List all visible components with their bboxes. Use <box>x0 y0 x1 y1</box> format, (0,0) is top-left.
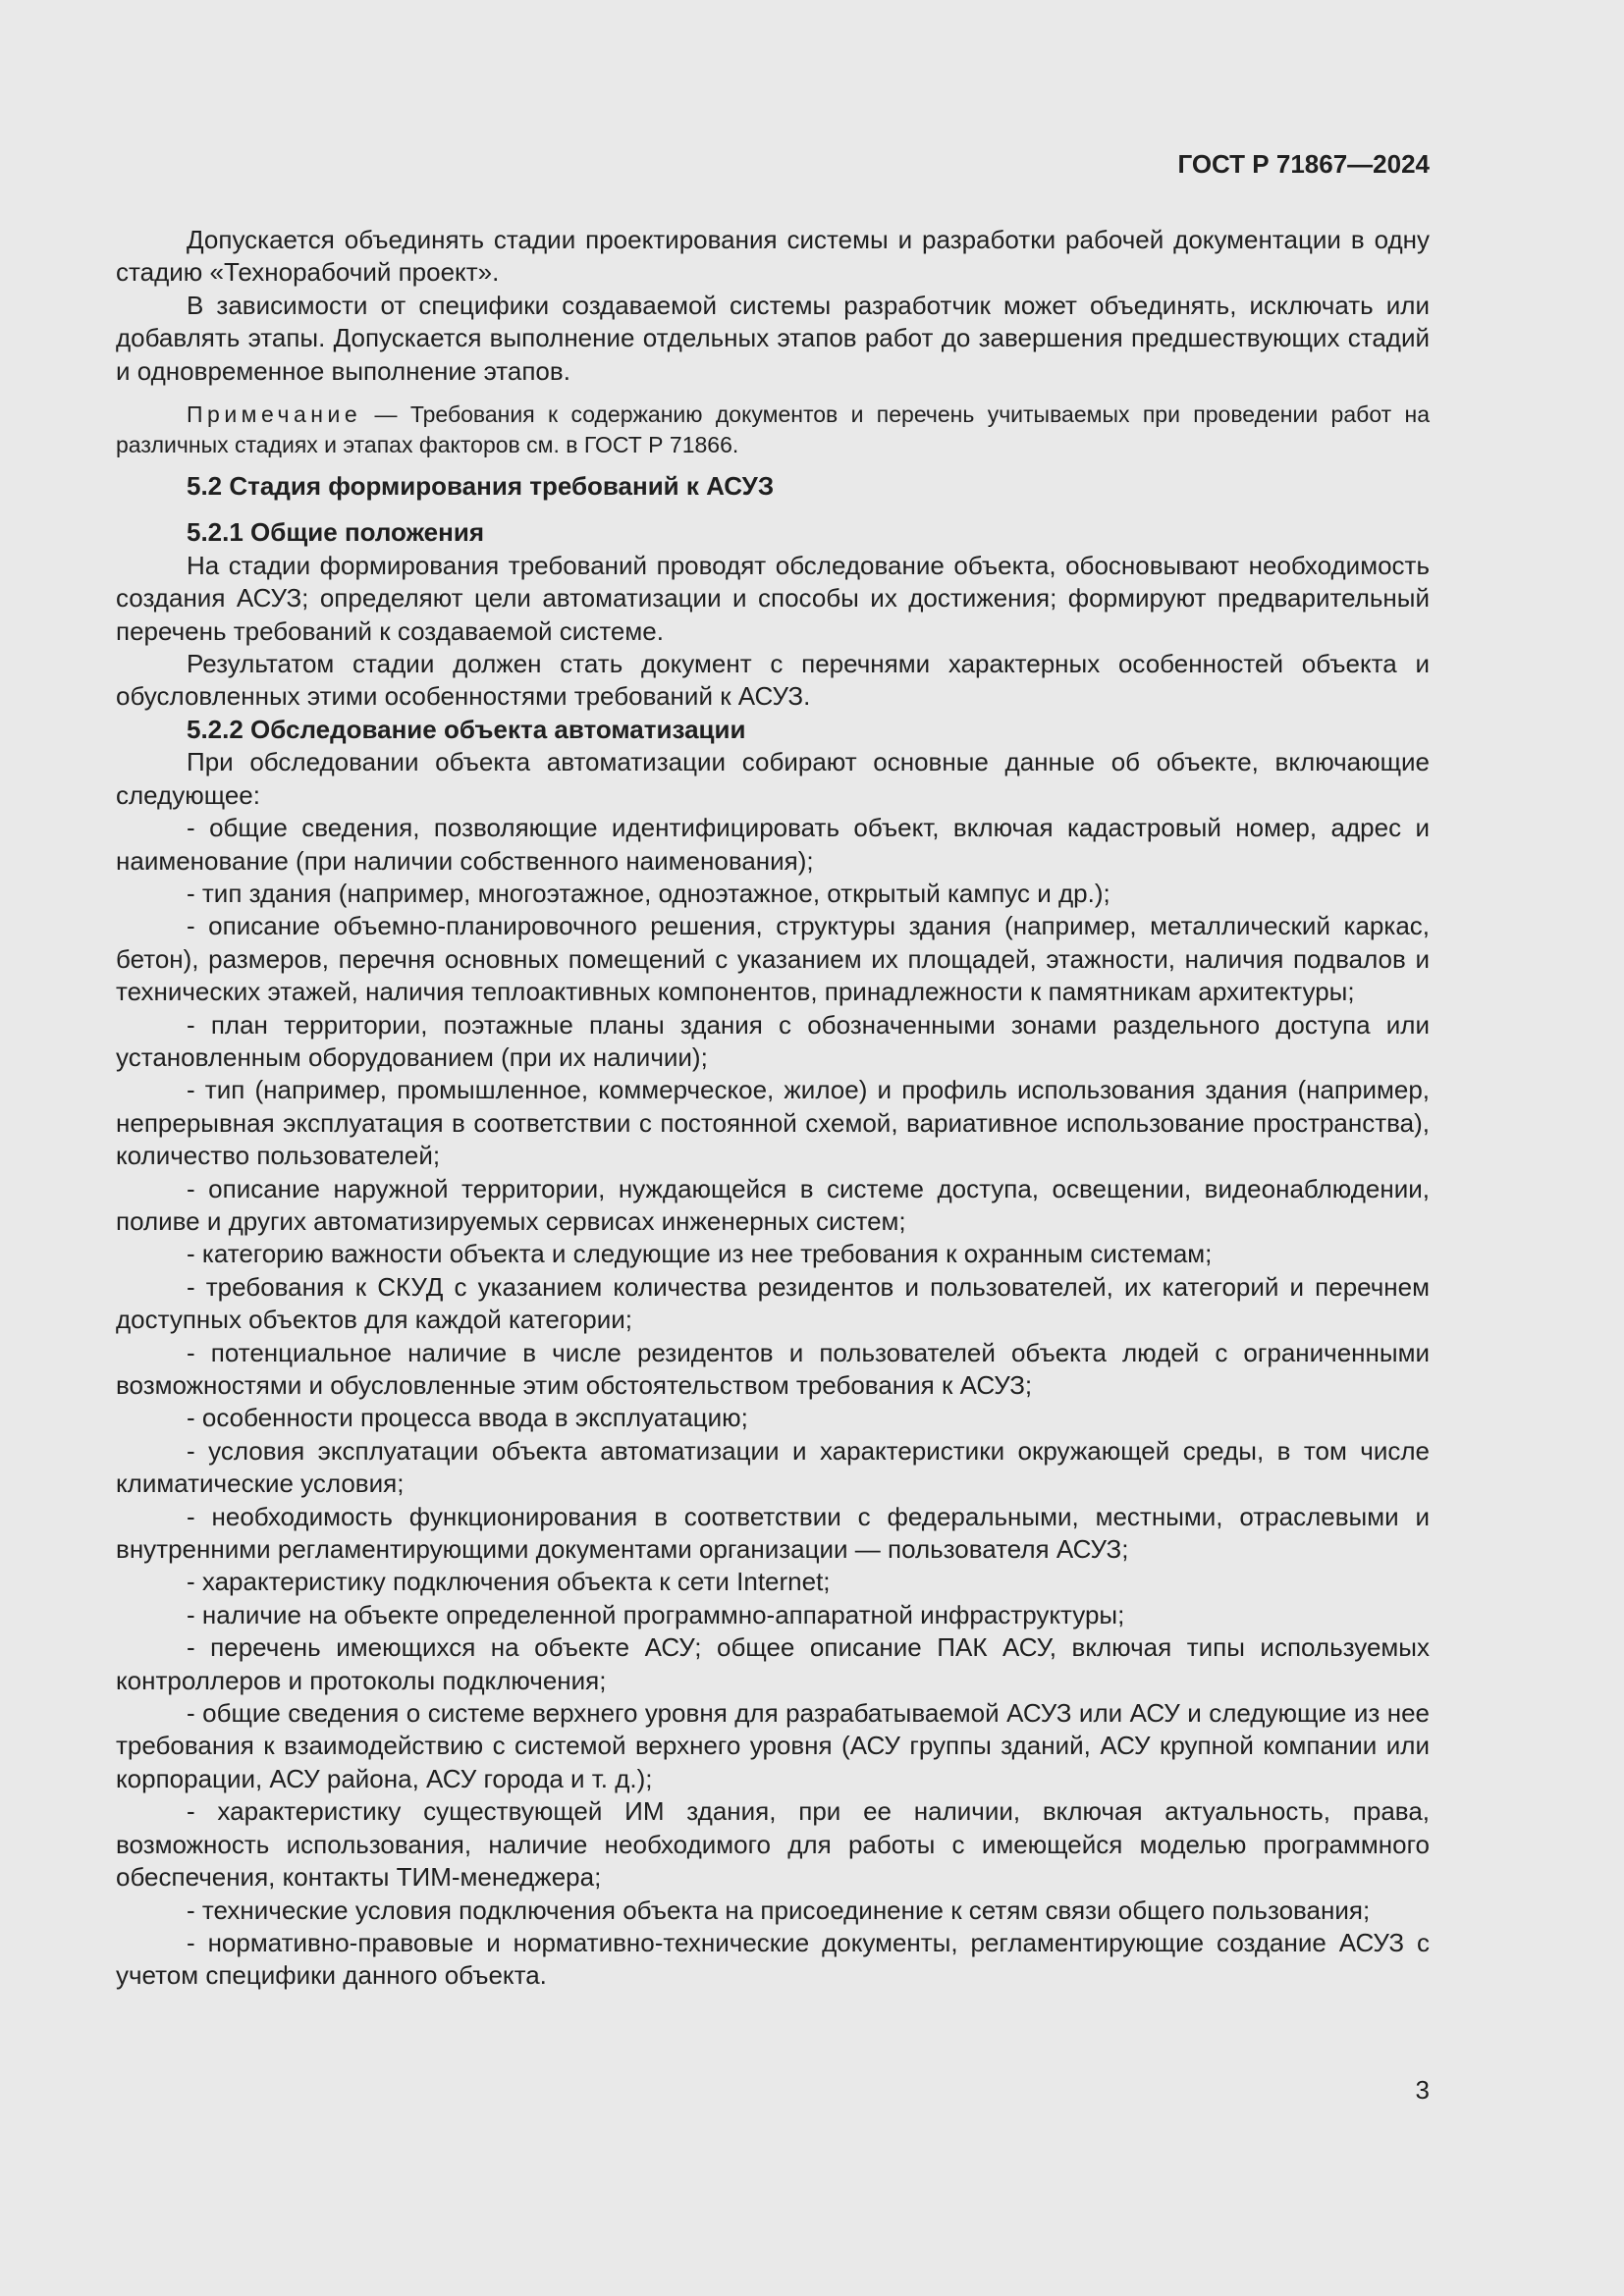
list-item: - категорию важности объекта и следующие из нее требования к охранным системам; <box>187 1239 1213 1269</box>
page-number: 3 <box>1415 2075 1430 2105</box>
list-item: - общие сведения о системе верхнего уровня для разрабатываемой АСУЗ или АСУ и следующие из нее требования к взаимодействию с системой верхнего уровня (АСУ группы зданий, АСУ крупной компании или корпорации, АСУ района, АСУ города и т. д.); <box>116 1698 1430 1793</box>
note <box>116 400 1430 460</box>
document-code-header: ГОСТ Р 71867—2024 <box>1177 149 1430 179</box>
list-item: - общие сведения, позволяющие идентифицировать объект, включая кадастровый номер, адрес и наименование (при наличии собственного наименования); <box>116 813 1430 876</box>
list-item: - тип (например, промышленное, коммерческое, жилое) и профиль использования здания (например, непрерывная эксплуатация в соответствии с постоянной схемой, вариативное использование пространства), количество пользователей; <box>116 1075 1430 1171</box>
section-5-2-1-paragraph-2: Результатом стадии должен стать документ с перечнями характерных особенностей объекта и обусловленных этими особенностями требований к АСУЗ. <box>116 649 1430 712</box>
list-item: - особенности процесса ввода в эксплуатацию; <box>187 1403 748 1433</box>
list-item: - описание объемно-планировочного решения, структуры здания (например, металлический каркас, бетон), размеров, перечня основных помещений с указанием их площадей, этажности, наличия подвалов и технических этажей, наличия теплоактивных компонентов, принадлежности к памятникам архитектуры; <box>116 911 1430 1007</box>
page-body <box>116 224 1430 1993</box>
list-item: - технические условия подключения объекта на присоединение к сетям связи общего пользования; <box>187 1895 1371 1925</box>
section-5-2-2-heading: 5.2.2 Обследование объекта автоматизации <box>187 714 746 744</box>
list-item: - необходимость функционирования в соответствии с федеральными, местными, отраслевыми и внутренними регламентирующими документами организации — пользователя АСУЗ; <box>116 1501 1430 1565</box>
note-text: — Требования к содержанию документов и перечень учитываемых при проведении работ на различных стадиях и этапах факторов см. в ГОСТ Р 71866. <box>116 401 1430 458</box>
list-item: - нормативно-правовые и нормативно-технические документы, регламентирующие создание АСУЗ с учетом специфики данного объекта. <box>116 1927 1430 1991</box>
list-item: - характеристику подключения объекта к сети Internet; <box>187 1567 831 1597</box>
section-5-2-1-heading: 5.2.1 Общие положения <box>187 517 484 548</box>
section-5-2-1-paragraph-1: На стадии формирования требований проводят обследование объекта, обосновывают необходимость создания АСУЗ; определяют цели автоматизации и способы их достижения; формируют предварительный перечень требований к создаваемой системе. <box>116 550 1430 646</box>
section-5-2-2-intro: При обследовании объекта автоматизации собирают основные данные об объекте, включающие следующее: <box>116 747 1430 810</box>
list-item: - план территории, поэтажные планы здания с обозначенными зонами раздельного доступа или установленным оборудованием (при их наличии); <box>116 1009 1430 1072</box>
survey-data-list <box>116 812 1430 1993</box>
intro-paragraph-1: Допускается объединять стадии проектирования системы и разработки рабочей документации в одну стадию «Технорабочий проект». <box>116 225 1430 288</box>
list-item: - характеристику существующей ИМ здания, при ее наличии, включая актуальность, права, возможность использования, наличие необходимого для работы с имеющейся моделью программного обеспечения, контакты ТИМ-менеджера; <box>116 1796 1430 1893</box>
list-item: - требования к СКУД с указанием количества резидентов и пользователей, их категорий и перечнем доступных объектов для каждой категории; <box>116 1271 1430 1335</box>
list-item: - описание наружной территории, нуждающейся в системе доступа, освещении, видеонаблюдении, поливе и других автоматизируемых сервисах инженерных систем; <box>116 1173 1430 1236</box>
list-item: - перечень имеющихся на объекте АСУ; общее описание ПАК АСУ, включая типы используемых контроллеров и протоколы подключения; <box>116 1632 1430 1695</box>
list-item: - наличие на объекте определенной программно-аппаратной инфраструктуры; <box>187 1599 1125 1629</box>
note-label: Примечание <box>187 401 362 428</box>
list-item: - потенциальное наличие в числе резидентов и пользователей объекта людей с ограниченными возможностями и обусловленные этим обстоятельством требования к АСУЗ; <box>116 1337 1430 1400</box>
list-item: - условия эксплуатации объекта автоматизации и характеристики окружающей среды, в том числе климатические условия; <box>116 1435 1430 1499</box>
intro-paragraph-2: В зависимости от специфики создаваемой системы разработчик может объединять, исключать или добавлять этапы. Допускается выполнение отдельных этапов работ до завершения предшествующих стадий и одновременное выполнение этапов. <box>116 290 1430 386</box>
list-item: - тип здания (например, многоэтажное, одноэтажное, открытый кампус и др.); <box>187 878 1110 908</box>
section-5-2-heading: 5.2 Стадия формирования требований к АСУЗ <box>187 471 775 502</box>
